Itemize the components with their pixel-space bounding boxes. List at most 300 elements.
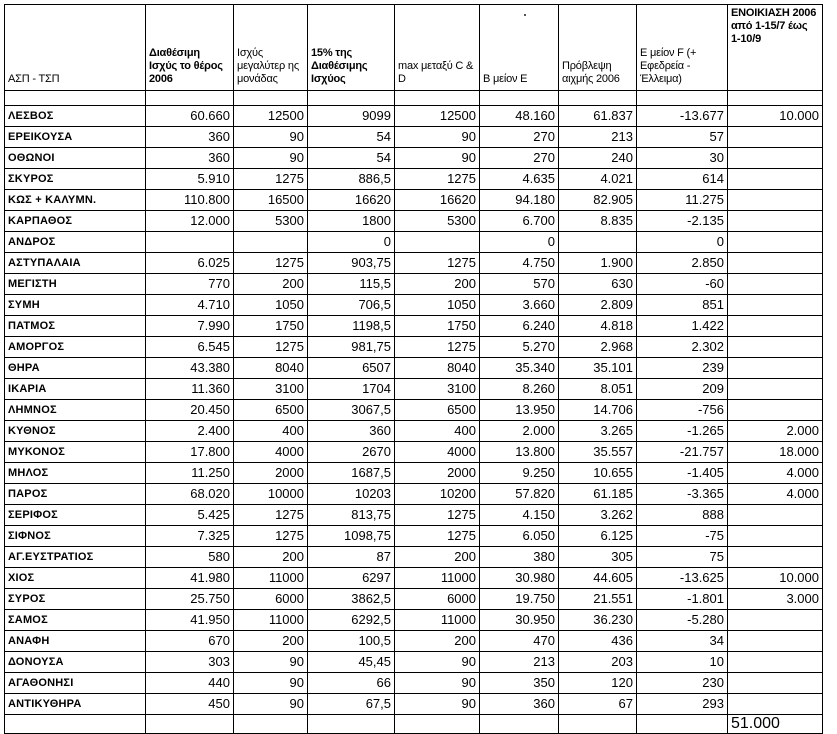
table-row (5, 610, 823, 631)
header-row (5, 5, 823, 91)
available-power-cell: 12.000 (146, 211, 234, 232)
rental-cell (728, 211, 823, 232)
reserve-deficit-cell: 2.850 (637, 253, 728, 274)
largest-unit-cell: 200 (234, 274, 308, 295)
largest-unit-cell: 200 (234, 631, 308, 652)
b-minus-e-cell: 360 (480, 694, 559, 715)
fifteen-percent-cell: 100,5 (308, 631, 395, 652)
b-minus-e-cell: 4.750 (480, 253, 559, 274)
table-row (5, 421, 823, 442)
fifteen-percent-cell: 0 (308, 232, 395, 253)
b-minus-e-cell: 4.150 (480, 505, 559, 526)
island-name-cell: ΜΕΓΙΣΤΗ (5, 274, 146, 295)
rental-cell (728, 652, 823, 673)
rental-cell (728, 148, 823, 169)
max-c-d-cell: 1275 (395, 169, 480, 190)
available-power-cell: 360 (146, 127, 234, 148)
reserve-deficit-cell: -13.677 (637, 106, 728, 127)
b-minus-e-cell: 4.635 (480, 169, 559, 190)
header-reserve-deficit: E μείον F (+ Εφεδρεία - Έλλειμα) (637, 5, 728, 91)
island-name-cell: ΚΩΣ + ΚΑΛΥΜΝ. (5, 190, 146, 211)
available-power-cell: 4.710 (146, 295, 234, 316)
available-power-cell: 2.400 (146, 421, 234, 442)
max-c-d-cell: 8040 (395, 358, 480, 379)
largest-unit-cell: 5300 (234, 211, 308, 232)
spacer-cell (234, 91, 308, 106)
max-c-d-cell: 5300 (395, 211, 480, 232)
table-row (5, 169, 823, 190)
table-row (5, 358, 823, 379)
reserve-deficit-cell: 888 (637, 505, 728, 526)
rental-cell: 4.000 (728, 463, 823, 484)
total-empty-cell (395, 715, 480, 734)
rental-cell (728, 526, 823, 547)
b-minus-e-cell: 470 (480, 631, 559, 652)
header-max-c-d: max μεταξύ C & D (395, 5, 480, 91)
spacer-cell (5, 91, 146, 106)
peak-forecast-cell: 67 (559, 694, 637, 715)
fifteen-percent-cell: 115,5 (308, 274, 395, 295)
largest-unit-cell: 90 (234, 694, 308, 715)
reserve-deficit-cell: 10 (637, 652, 728, 673)
island-name-cell: ΚΑΡΠΑΘΟΣ (5, 211, 146, 232)
rental-cell (728, 610, 823, 631)
b-minus-e-cell: 19.750 (480, 589, 559, 610)
available-power-cell: 17.800 (146, 442, 234, 463)
b-minus-e-cell: 13.950 (480, 400, 559, 421)
largest-unit-cell: 12500 (234, 106, 308, 127)
b-minus-e-cell: 213 (480, 652, 559, 673)
largest-unit-cell: 1275 (234, 253, 308, 274)
spacer-cell (637, 91, 728, 106)
max-c-d-cell: 12500 (395, 106, 480, 127)
reserve-deficit-cell: 2.302 (637, 337, 728, 358)
total-empty-cell (234, 715, 308, 734)
fifteen-percent-cell: 360 (308, 421, 395, 442)
largest-unit-cell: 90 (234, 652, 308, 673)
b-minus-e-cell: 270 (480, 148, 559, 169)
reserve-deficit-cell: 209 (637, 379, 728, 400)
island-name-cell: ΚΥΘΝΟΣ (5, 421, 146, 442)
largest-unit-cell: 400 (234, 421, 308, 442)
b-minus-e-cell: 13.800 (480, 442, 559, 463)
island-name-cell: ΑΜΟΡΓΟΣ (5, 337, 146, 358)
available-power-cell: 41.980 (146, 568, 234, 589)
table-row (5, 211, 823, 232)
reserve-deficit-cell: 75 (637, 547, 728, 568)
rental-cell (728, 337, 823, 358)
peak-forecast-cell: 8.835 (559, 211, 637, 232)
island-name-cell: ΠΑΡΟΣ (5, 484, 146, 505)
total-rental: 51.000 (728, 715, 823, 734)
peak-forecast-cell: 1.900 (559, 253, 637, 274)
spacer-row (5, 91, 823, 106)
island-name-cell: ΠΑΤΜΟΣ (5, 316, 146, 337)
peak-forecast-cell: 4.021 (559, 169, 637, 190)
island-name-cell: ΣΥΡΟΣ (5, 589, 146, 610)
table-row (5, 295, 823, 316)
island-name-cell: ΕΡΕΙΚΟΥΣΑ (5, 127, 146, 148)
header-asp-tsp: ΑΣΠ - ΤΣΠ (5, 5, 146, 91)
total-row (5, 715, 823, 734)
fifteen-percent-cell: 2670 (308, 442, 395, 463)
max-c-d-cell: 1275 (395, 253, 480, 274)
table-row (5, 526, 823, 547)
table-row (5, 652, 823, 673)
peak-forecast-cell: 3.265 (559, 421, 637, 442)
b-minus-e-cell: 30.980 (480, 568, 559, 589)
largest-unit-cell: 8040 (234, 358, 308, 379)
table-row (5, 442, 823, 463)
fifteen-percent-cell: 54 (308, 127, 395, 148)
reserve-deficit-cell: 57 (637, 127, 728, 148)
fifteen-percent-cell: 981,75 (308, 337, 395, 358)
available-power-cell: 670 (146, 631, 234, 652)
reserve-deficit-cell: -1.405 (637, 463, 728, 484)
max-c-d-cell: 4000 (395, 442, 480, 463)
max-c-d-cell: 1050 (395, 295, 480, 316)
peak-forecast-cell: 240 (559, 148, 637, 169)
available-power-cell: 6.545 (146, 337, 234, 358)
rental-cell (728, 232, 823, 253)
fifteen-percent-cell: 9099 (308, 106, 395, 127)
rental-cell (728, 190, 823, 211)
b-minus-e-cell: 94.180 (480, 190, 559, 211)
available-power-cell: 770 (146, 274, 234, 295)
table-row (5, 316, 823, 337)
table-row (5, 505, 823, 526)
fifteen-percent-cell: 1687,5 (308, 463, 395, 484)
island-name-cell: ΑΝΑΦΗ (5, 631, 146, 652)
largest-unit-cell (234, 232, 308, 253)
reserve-deficit-cell: -1.801 (637, 589, 728, 610)
reserve-deficit-cell: 239 (637, 358, 728, 379)
island-name-cell: ΔΟΝΟΥΣΑ (5, 652, 146, 673)
fifteen-percent-cell: 1098,75 (308, 526, 395, 547)
table-row (5, 568, 823, 589)
max-c-d-cell: 11000 (395, 610, 480, 631)
rental-cell: 2.000 (728, 421, 823, 442)
peak-forecast-cell: 3.262 (559, 505, 637, 526)
max-c-d-cell: 16620 (395, 190, 480, 211)
largest-unit-cell: 1275 (234, 526, 308, 547)
island-name-cell: ΑΝΔΡΟΣ (5, 232, 146, 253)
fifteen-percent-cell: 67,5 (308, 694, 395, 715)
rental-cell (728, 400, 823, 421)
fifteen-percent-cell: 10203 (308, 484, 395, 505)
b-minus-e-cell: 270 (480, 127, 559, 148)
peak-forecast-cell: 2.809 (559, 295, 637, 316)
available-power-cell: 20.450 (146, 400, 234, 421)
total-empty-cell (559, 715, 637, 734)
peak-forecast-cell: 213 (559, 127, 637, 148)
table-row (5, 148, 823, 169)
b-minus-e-cell: 35.340 (480, 358, 559, 379)
reserve-deficit-cell: -5.280 (637, 610, 728, 631)
available-power-cell: 11.360 (146, 379, 234, 400)
island-name-cell: ΛΗΜΝΟΣ (5, 400, 146, 421)
largest-unit-cell: 1050 (234, 295, 308, 316)
max-c-d-cell: 6000 (395, 589, 480, 610)
island-name-cell: ΟΘΩΝΟΙ (5, 148, 146, 169)
available-power-cell: 5.910 (146, 169, 234, 190)
available-power-cell: 110.800 (146, 190, 234, 211)
b-minus-e-cell: 48.160 (480, 106, 559, 127)
rental-cell (728, 631, 823, 652)
rental-cell (728, 274, 823, 295)
spacer-cell (480, 91, 559, 106)
fifteen-percent-cell: 6292,5 (308, 610, 395, 631)
table-row (5, 379, 823, 400)
largest-unit-cell: 2000 (234, 463, 308, 484)
available-power-cell: 11.250 (146, 463, 234, 484)
max-c-d-cell (395, 232, 480, 253)
reserve-deficit-cell: -21.757 (637, 442, 728, 463)
fifteen-percent-cell: 16620 (308, 190, 395, 211)
peak-forecast-cell: 6.125 (559, 526, 637, 547)
reserve-deficit-cell: -60 (637, 274, 728, 295)
peak-forecast-cell: 436 (559, 631, 637, 652)
largest-unit-cell: 6500 (234, 400, 308, 421)
rental-cell (728, 316, 823, 337)
spacer-cell (559, 91, 637, 106)
peak-forecast-cell: 203 (559, 652, 637, 673)
max-c-d-cell: 90 (395, 694, 480, 715)
island-name-cell: ΜΥΚΟΝΟΣ (5, 442, 146, 463)
largest-unit-cell: 90 (234, 673, 308, 694)
reserve-deficit-cell: -756 (637, 400, 728, 421)
rental-cell: 4.000 (728, 484, 823, 505)
table-row (5, 589, 823, 610)
rental-cell (728, 127, 823, 148)
available-power-cell: 450 (146, 694, 234, 715)
table-row (5, 127, 823, 148)
peak-forecast-cell: 305 (559, 547, 637, 568)
reserve-deficit-cell: 1.422 (637, 316, 728, 337)
island-name-cell: ΣΙΦΝΟΣ (5, 526, 146, 547)
header-rental: ΕΝΟΙΚΙΑΣΗ 2006 από 1-15/7 έως 1-10/9 (728, 5, 823, 91)
spacer-cell (728, 91, 823, 106)
peak-forecast-cell: 21.551 (559, 589, 637, 610)
max-c-d-cell: 90 (395, 652, 480, 673)
table-row (5, 253, 823, 274)
b-minus-e-cell: 57.820 (480, 484, 559, 505)
table-row (5, 400, 823, 421)
max-c-d-cell: 200 (395, 274, 480, 295)
peak-forecast-cell: 35.557 (559, 442, 637, 463)
peak-forecast-cell: 14.706 (559, 400, 637, 421)
header-b-minus-e: B μείον E (480, 5, 559, 91)
table-row (5, 694, 823, 715)
max-c-d-cell: 90 (395, 673, 480, 694)
b-minus-e-cell: 30.950 (480, 610, 559, 631)
b-minus-e-cell: 6.240 (480, 316, 559, 337)
max-c-d-cell: 200 (395, 547, 480, 568)
table-row (5, 106, 823, 127)
available-power-cell: 440 (146, 673, 234, 694)
b-minus-e-cell: 5.270 (480, 337, 559, 358)
b-minus-e-cell: 2.000 (480, 421, 559, 442)
peak-forecast-cell: 36.230 (559, 610, 637, 631)
island-name-cell: ΣΕΡΙΦΟΣ (5, 505, 146, 526)
peak-forecast-cell: 44.605 (559, 568, 637, 589)
available-power-cell: 60.660 (146, 106, 234, 127)
max-c-d-cell: 2000 (395, 463, 480, 484)
fifteen-percent-cell: 87 (308, 547, 395, 568)
total-empty-cell (5, 715, 146, 734)
peak-forecast-cell: 61.185 (559, 484, 637, 505)
table-row (5, 547, 823, 568)
reserve-deficit-cell: 230 (637, 673, 728, 694)
table-row (5, 190, 823, 211)
rental-cell (728, 295, 823, 316)
available-power-cell: 580 (146, 547, 234, 568)
rental-cell (728, 169, 823, 190)
total-empty-cell (637, 715, 728, 734)
largest-unit-cell: 90 (234, 127, 308, 148)
spacer-cell (146, 91, 234, 106)
total-empty-cell (308, 715, 395, 734)
spacer-cell (395, 91, 480, 106)
max-c-d-cell: 6500 (395, 400, 480, 421)
island-name-cell: ΑΣΤΥΠΑΛΑΙΑ (5, 253, 146, 274)
available-power-cell: 5.425 (146, 505, 234, 526)
largest-unit-cell: 16500 (234, 190, 308, 211)
largest-unit-cell: 11000 (234, 568, 308, 589)
largest-unit-cell: 1275 (234, 169, 308, 190)
fifteen-percent-cell: 706,5 (308, 295, 395, 316)
b-minus-e-cell: 380 (480, 547, 559, 568)
spacer-cell (308, 91, 395, 106)
island-name-cell: ΙΚΑΡΙΑ (5, 379, 146, 400)
available-power-cell: 7.325 (146, 526, 234, 547)
fifteen-percent-cell: 3067,5 (308, 400, 395, 421)
reserve-deficit-cell: 30 (637, 148, 728, 169)
table-row (5, 337, 823, 358)
available-power-cell: 7.990 (146, 316, 234, 337)
fifteen-percent-cell: 886,5 (308, 169, 395, 190)
reserve-deficit-cell: -3.365 (637, 484, 728, 505)
available-power-cell: 68.020 (146, 484, 234, 505)
fifteen-percent-cell: 1198,5 (308, 316, 395, 337)
largest-unit-cell: 6000 (234, 589, 308, 610)
peak-forecast-cell: 8.051 (559, 379, 637, 400)
total-empty-cell (146, 715, 234, 734)
rental-cell: 3.000 (728, 589, 823, 610)
table-row (5, 274, 823, 295)
fifteen-percent-cell: 1704 (308, 379, 395, 400)
available-power-cell: 6.025 (146, 253, 234, 274)
fifteen-percent-cell: 813,75 (308, 505, 395, 526)
peak-forecast-cell: 82.905 (559, 190, 637, 211)
island-name-cell: ΛΕΣΒΟΣ (5, 106, 146, 127)
max-c-d-cell: 400 (395, 421, 480, 442)
peak-forecast-cell: 2.968 (559, 337, 637, 358)
island-name-cell: ΘΗΡΑ (5, 358, 146, 379)
reserve-deficit-cell: 851 (637, 295, 728, 316)
b-minus-e-cell: 6.700 (480, 211, 559, 232)
table-row (5, 631, 823, 652)
max-c-d-cell: 1275 (395, 505, 480, 526)
fifteen-percent-cell: 1800 (308, 211, 395, 232)
island-name-cell: ΣΑΜΟΣ (5, 610, 146, 631)
peak-forecast-cell: 630 (559, 274, 637, 295)
table-row (5, 673, 823, 694)
rental-cell: 10.000 (728, 568, 823, 589)
rental-cell (728, 358, 823, 379)
reserve-deficit-cell: 11.275 (637, 190, 728, 211)
b-minus-e-cell: 8.260 (480, 379, 559, 400)
island-name-cell: ΜΗΛΟΣ (5, 463, 146, 484)
available-power-cell: 303 (146, 652, 234, 673)
rental-cell (728, 505, 823, 526)
header-largest-unit: Ισχύς μεγαλύτερ ης μονάδας (234, 5, 308, 91)
peak-forecast-cell: 120 (559, 673, 637, 694)
available-power-cell (146, 232, 234, 253)
fifteen-percent-cell: 6507 (308, 358, 395, 379)
table-row (5, 232, 823, 253)
header-available-power: Διαθέσιμη Ισχύς το θέρος 2006 (146, 5, 234, 91)
reserve-deficit-cell: 614 (637, 169, 728, 190)
largest-unit-cell: 1275 (234, 337, 308, 358)
fifteen-percent-cell: 45,45 (308, 652, 395, 673)
rental-cell: 10.000 (728, 106, 823, 127)
max-c-d-cell: 90 (395, 127, 480, 148)
total-empty-cell (480, 715, 559, 734)
b-minus-e-cell: 6.050 (480, 526, 559, 547)
fifteen-percent-cell: 54 (308, 148, 395, 169)
max-c-d-cell: 1750 (395, 316, 480, 337)
island-name-cell: ΑΓΑΘΟΝΗΣΙ (5, 673, 146, 694)
max-c-d-cell: 90 (395, 148, 480, 169)
island-name-cell: ΑΓ.ΕΥΣΤΡΑΤΙΟΣ (5, 547, 146, 568)
peak-forecast-cell: 4.818 (559, 316, 637, 337)
b-minus-e-cell: 350 (480, 673, 559, 694)
header-peak-forecast: Πρόβλεψη αιχμής 2006 (559, 5, 637, 91)
max-c-d-cell: 200 (395, 631, 480, 652)
reserve-deficit-cell: -2.135 (637, 211, 728, 232)
table-row (5, 463, 823, 484)
reserve-deficit-cell: 0 (637, 232, 728, 253)
fifteen-percent-cell: 6297 (308, 568, 395, 589)
island-name-cell: ΧΙΟΣ (5, 568, 146, 589)
fifteen-percent-cell: 3862,5 (308, 589, 395, 610)
peak-forecast-cell: 10.655 (559, 463, 637, 484)
max-c-d-cell: 1275 (395, 337, 480, 358)
rental-cell (728, 547, 823, 568)
largest-unit-cell: 1750 (234, 316, 308, 337)
max-c-d-cell: 11000 (395, 568, 480, 589)
largest-unit-cell: 10000 (234, 484, 308, 505)
reserve-deficit-cell: 34 (637, 631, 728, 652)
b-minus-e-cell: 570 (480, 274, 559, 295)
power-balance-table (4, 4, 823, 734)
b-minus-e-cell: 3.660 (480, 295, 559, 316)
rental-cell: 18.000 (728, 442, 823, 463)
largest-unit-cell: 4000 (234, 442, 308, 463)
header-15-percent: 15% της Διαθέσιμης Ισχύος (308, 5, 395, 91)
fifteen-percent-cell: 903,75 (308, 253, 395, 274)
rental-cell (728, 694, 823, 715)
peak-forecast-cell (559, 232, 637, 253)
island-name-cell: ΣΚΥΡΟΣ (5, 169, 146, 190)
available-power-cell: 41.950 (146, 610, 234, 631)
island-name-cell: ΣΥΜΗ (5, 295, 146, 316)
rental-cell (728, 673, 823, 694)
rental-cell (728, 379, 823, 400)
rental-cell (728, 253, 823, 274)
largest-unit-cell: 200 (234, 547, 308, 568)
